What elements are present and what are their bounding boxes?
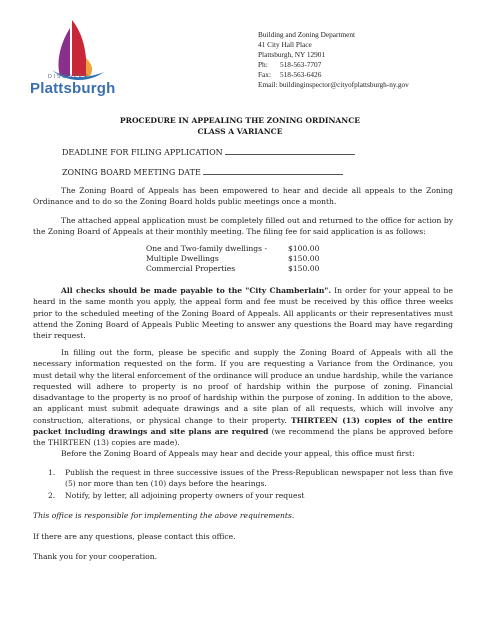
step-number: 2. bbox=[48, 490, 56, 500]
fee-name: Commercial Properties bbox=[146, 264, 236, 274]
step-text: Publish the request in three successive issues of the Press-Republican newspaper not less than five (5) nor more than ten (10) days before the hearings. bbox=[65, 468, 453, 489]
fee-amount: $150.00 bbox=[288, 264, 320, 274]
payable-note: All checks should be made payable to the "City Chamberlain". bbox=[61, 286, 332, 295]
phone-line bbox=[258, 60, 409, 70]
step-item bbox=[48, 490, 453, 501]
fee-name: One and Two-family dwellings - bbox=[146, 244, 268, 253]
fax-line bbox=[258, 70, 409, 80]
paragraph-application: The attached appeal application must be completely filled out and returned to the office for action by the Zoning Board of Appeals at their monthly meeting. The filing fee for said application is as follows: bbox=[33, 216, 453, 237]
deadline-label: DEADLINE FOR FILING APPLICATION bbox=[62, 148, 223, 157]
address-line-2: Plattsburgh, NY 12901 bbox=[258, 49, 326, 59]
deadline-blank bbox=[225, 146, 355, 155]
copies-required-note: THIRTEEN (13) copies of the entire packet including drawings and site plans are required bbox=[33, 415, 453, 437]
fee-row bbox=[146, 264, 319, 274]
questions-note: If there are any questions, please contact this office. bbox=[33, 532, 236, 541]
thank-you-note: Thank you for your cooperation. bbox=[33, 552, 158, 561]
fee-name: Multiple Dwellings bbox=[146, 254, 219, 264]
department-name: Building and Zoning Department bbox=[258, 30, 356, 39]
phone-number: 518-563-7707 bbox=[280, 59, 322, 69]
document-title bbox=[0, 115, 480, 137]
fee-amount: $100.00 bbox=[288, 244, 320, 253]
deadline-field bbox=[62, 146, 355, 157]
paragraph-authority: The Zoning Board of Appeals has been empowered to hear and decide all appeals to the Zoning Ordinance and to do so the Zoning Board holds public meetings once a month. bbox=[33, 186, 453, 207]
title-line-1: PROCEDURE IN APPEALING THE ZONING ORDINANCE bbox=[119, 116, 361, 125]
fax-number: 518-563-6426 bbox=[280, 69, 322, 79]
steps-list bbox=[48, 467, 453, 501]
fax-label: Fax: bbox=[258, 69, 271, 79]
meeting-date-label: ZONING BOARD MEETING DATE bbox=[62, 168, 201, 177]
paragraph-instructions bbox=[33, 347, 453, 449]
contact-block bbox=[258, 30, 409, 89]
responsibility-note: This office is responsible for implementing the above requirements. bbox=[33, 511, 295, 520]
instructions-text: In filling out the form, please be specific and supply the Zoning Board of Appeals with all the necessary information requested on the form. If you are requesting a Variance from the Ordinance, you must detail why the literal enforcement of the ordinance will produce an undue hardship, while the variance requested will adhere to property is no proof of hardship within the purpose of zoning. Financial disadvantage to the property is no proof of hardship within the purpose of zoning. In addition to the above, an applicant must submit adequate drawings and a site plan of all requests, which will involve any construction, alterations, or physical change to their property. bbox=[33, 348, 453, 425]
meeting-date-blank bbox=[203, 166, 343, 175]
paragraph-payment bbox=[33, 285, 453, 341]
paragraph-prerequisites: Before the Zoning Board of Appeals may hear and decide your appeal, this office must first: bbox=[61, 449, 415, 458]
fee-row bbox=[146, 244, 319, 254]
fee-row bbox=[146, 254, 319, 264]
step-text: Notify, by letter, all adjoining property owners of your request bbox=[65, 490, 305, 500]
step-item bbox=[48, 467, 453, 490]
phone-label: Ph: bbox=[258, 59, 268, 69]
logo-caption: DISCOVER bbox=[48, 74, 90, 80]
fee-amount: $150.00 bbox=[288, 254, 320, 264]
payment-details: In order for your appeal to be heard in the same month you apply, the appeal form and fee must be received by this office three weeks prior to the scheduled meeting of the Zoning Board of Appeals. All applicants or their representatives must attend the Zoning Board of Appeals Public Meeting to answer any questions the Board may have regarding their request. bbox=[33, 286, 453, 341]
step-number: 1. bbox=[48, 468, 56, 477]
logo-wordmark: Plattsburgh bbox=[30, 80, 116, 97]
title-line-2: CLASS A VARIANCE bbox=[197, 127, 283, 136]
fee-table bbox=[146, 244, 319, 275]
email-line: Email: buildinginspector@cityofplattsburgh-ny.gov bbox=[258, 79, 409, 89]
meeting-date-field bbox=[62, 166, 343, 177]
copies-recommendation: (we recommend the plans be approved before the THIRTEEN (13) copies are made). bbox=[33, 427, 453, 448]
address-line-1: 41 City Hall Place bbox=[258, 39, 312, 49]
